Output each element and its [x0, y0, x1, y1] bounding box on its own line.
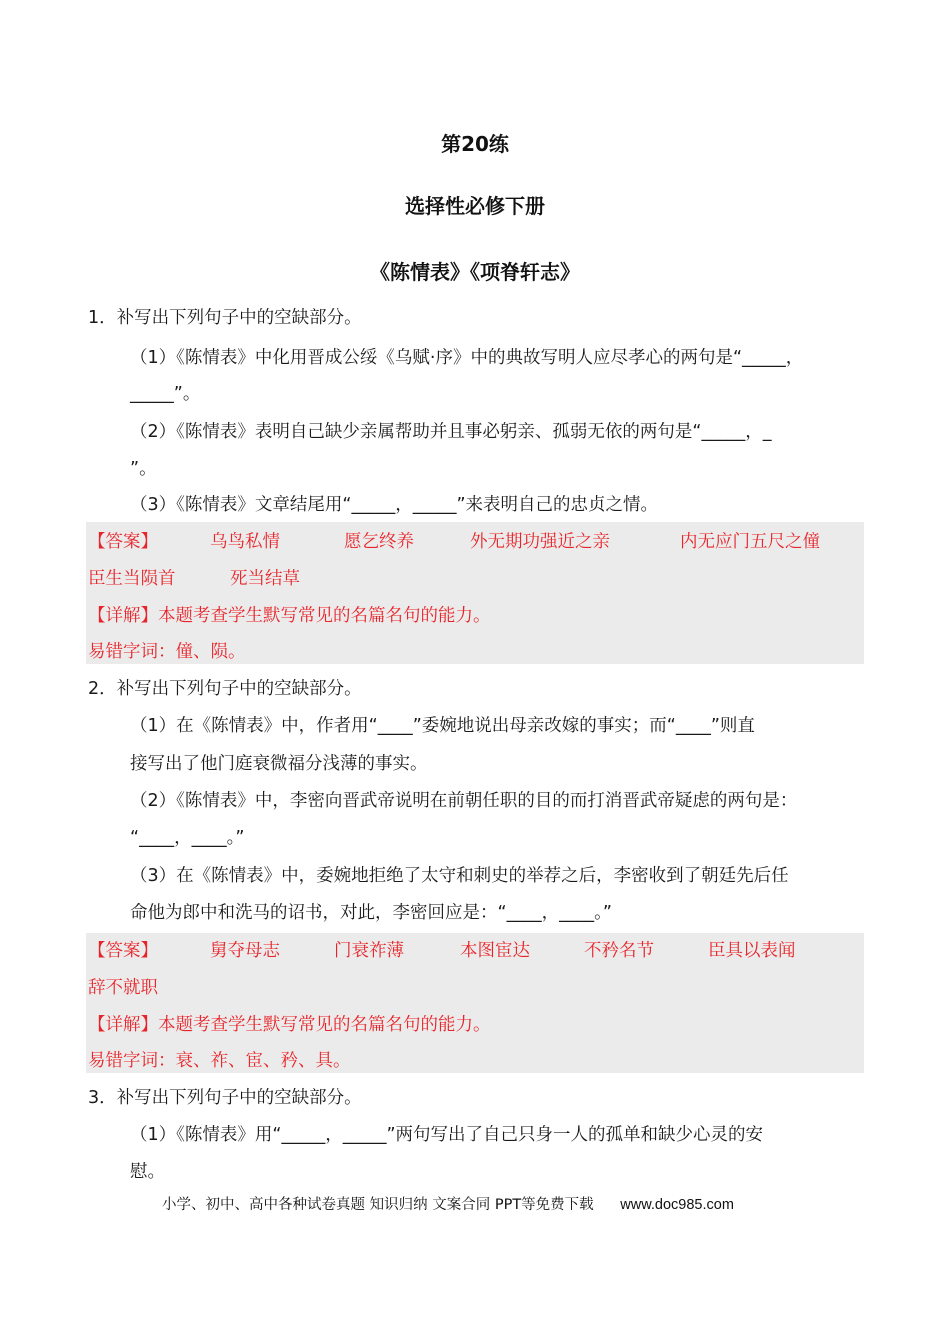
- q1-answer-1: 乌鸟私情: [210, 532, 280, 552]
- lesson-title: 第20练: [441, 132, 509, 156]
- q1-answer-4: 内无应门五尺之僮: [680, 532, 820, 552]
- q2-answer-3: 本图宦达: [460, 941, 530, 961]
- q2-answer-box: [86, 933, 864, 1073]
- q3-sub1-line2: 慰。: [130, 1162, 165, 1182]
- q1-explanation: 【详解】本题考查学生默写常见的名篇名句的能力。: [88, 606, 491, 626]
- footer-text: 小学、初中、高中各种试卷真题 知识归纳 文案合同 PPT等免费下载: [162, 1197, 594, 1213]
- q2-sub1-line2: 接写出了他门庭衰微福分浅薄的事实。: [130, 754, 428, 774]
- q2-answer-2: 门衰祚薄: [334, 941, 404, 961]
- q2-answer-5: 臣具以表闻: [708, 941, 796, 961]
- q1-answer-3: 外无期功强近之亲: [470, 532, 610, 552]
- q2-explanation: 【详解】本题考查学生默写常见的名篇名句的能力。: [88, 1015, 491, 1035]
- texts-title: 《陈情表》《项脊轩志》: [370, 260, 580, 284]
- q1-answer-5: 臣生当陨首: [88, 569, 176, 589]
- q1-answer-6: 死当结草: [230, 569, 300, 589]
- q2-answer-6: 辞不就职: [88, 978, 158, 998]
- page-footer: [162, 1193, 734, 1214]
- q2-typo-note: 易错字词：衰、祚、宦、矜、具。: [88, 1051, 351, 1071]
- q1-stem: 1．补写出下列句子中的空缺部分。: [88, 308, 362, 328]
- q2-answer-1: 舅夺母志: [210, 941, 280, 961]
- q1-sub2-line2: ”。: [130, 459, 157, 479]
- q2-sub1-line1: （1）在《陈情表》中，作者用“____”委婉地说出母亲改嫁的事实；而“____”则直: [130, 716, 755, 736]
- q3-sub1-line1: （1）《陈情表》用“_____，_____”两句写出了自己只身一人的孤单和缺少心灵的安: [130, 1125, 764, 1145]
- q2-answer-4: 不矜名节: [584, 941, 654, 961]
- q2-sub3-line1: （3）在《陈情表》中，委婉地拒绝了太守和刺史的举荐之后，李密收到了朝廷先后任: [130, 866, 789, 886]
- q1-answer-2: 愿乞终养: [344, 532, 414, 552]
- q1-sub2-line1: （2）《陈情表》表明自己缺少亲属帮助并且事必躬亲、孤弱无依的两句是“_____，_: [130, 422, 772, 442]
- footer-url[interactable]: www.doc985.com: [620, 1197, 734, 1213]
- q3-stem: 3．补写出下列句子中的空缺部分。: [88, 1088, 362, 1108]
- q2-sub2-line1: （2）《陈情表》中，李密向晋武帝说明在前朝任职的目的而打消晋武帝疑虑的两句是：: [130, 791, 798, 811]
- q1-sub1-line1: （1）《陈情表》中化用晋成公绥《乌赋·序》中的典故写明人应尽孝心的两句是“_____，: [130, 348, 804, 368]
- q1-sub3: （3）《陈情表》文章结尾用“_____，_____”来表明自己的忠贞之情。: [130, 495, 659, 515]
- q2-sub2-line2: “____，____。”: [130, 828, 245, 848]
- book-title: 选择性必修下册: [405, 194, 545, 218]
- q1-typo-note: 易错字词：僮、陨。: [88, 642, 246, 662]
- q1-answer-box: [86, 522, 864, 664]
- q1-sub1-line2: _____”。: [130, 384, 201, 404]
- q2-answer-label: 【答案】: [88, 941, 158, 961]
- q1-answer-label: 【答案】: [88, 532, 158, 552]
- q2-sub3-line2: 命他为郎中和洗马的诏书，对此，李密回应是：“____，____。”: [130, 903, 612, 923]
- q2-stem: 2．补写出下列句子中的空缺部分。: [88, 679, 362, 699]
